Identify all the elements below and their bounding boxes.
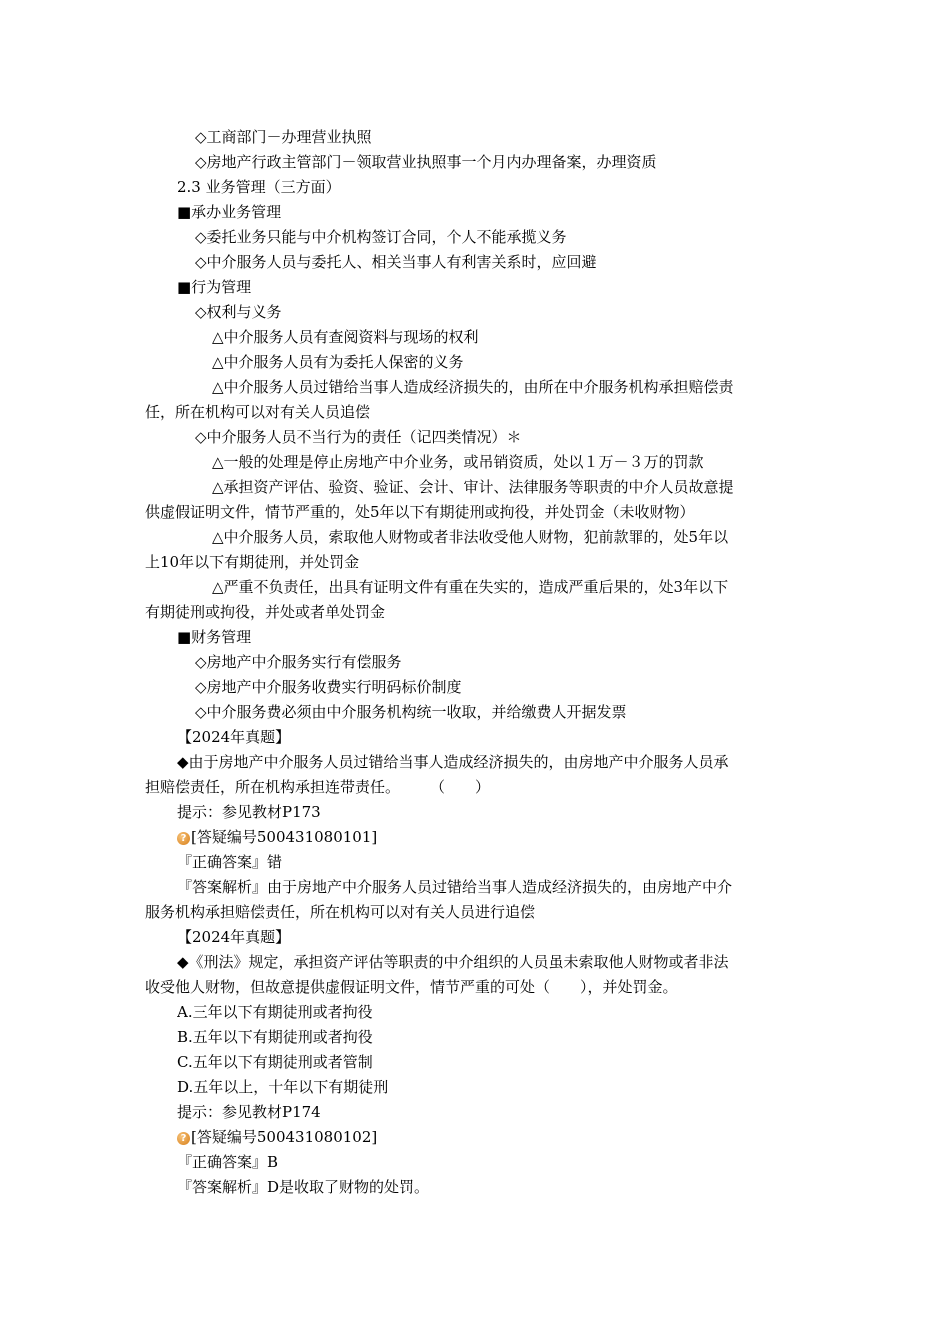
text-line: △中介服务人员有为委托人保密的义务 — [212, 353, 464, 371]
option-b: B.五年以下有期徒刑或者拘役 — [177, 1028, 373, 1046]
text-line: 上10年以下有期徒刑，并处罚金 — [145, 553, 360, 571]
text-line: △严重不负责任，出具有证明文件有重在失实的，造成严重后果的，处3年以下 — [212, 578, 729, 596]
hint-text: 提示：参见教材P173 — [177, 803, 321, 821]
text-line: △中介服务人员，索取他人财物或者非法收受他人财物，犯前款罪的，处5年以 — [212, 528, 729, 546]
text-line: ◇中介服务人员与委托人、相关当事人有利害关系时，应回避 — [195, 253, 597, 271]
text-line: △中介服务人员过错给当事人造成经济损失的，由所在中介服务机构承担赔偿责 — [212, 378, 734, 396]
question-text: ◆《刑法》规定，承担资产评估等职责的中介组织的人员虽未索取他人财物或者非法 — [177, 953, 729, 971]
question-text: 担赔偿责任，所在机构承担连带责任。 （ ） — [145, 778, 491, 796]
question-icon[interactable]: ? — [177, 1132, 190, 1145]
answer-analysis: 服务机构承担赔偿责任，所在机构可以对有关人员进行追偿 — [145, 903, 536, 921]
option-c: C.五年以下有期徒刑或者管制 — [177, 1053, 373, 1071]
answer-analysis: 『答案解析』D是收取了财物的处罚。 — [177, 1178, 430, 1196]
option-d: D.五年以上，十年以下有期徒刑 — [177, 1078, 389, 1096]
text-line: △中介服务人员有查阅资料与现场的权利 — [212, 328, 479, 346]
text-line: ◇房地产行政主管部门－领取营业执照事一个月内办理备案，办理资质 — [195, 153, 657, 171]
question-icon[interactable]: ? — [177, 832, 190, 845]
text-line: 供虚假证明文件，情节严重的，处5年以下有期徒刑或拘役，并处罚金（未收财物） — [145, 503, 695, 521]
answer-id-label: [答疑编号500431080102] — [191, 1128, 378, 1146]
text-line: ◇委托业务只能与中介机构签订合同，个人不能承揽义务 — [195, 228, 567, 246]
answer-id[interactable] — [177, 1125, 800, 1150]
answer-analysis: 『答案解析』由于房地产中介服务人员过错给当事人造成经济损失的，由房地产中介 — [177, 878, 733, 896]
section-heading: 2.3 业务管理（三方面） — [177, 178, 341, 196]
option-a: A.三年以下有期徒刑或者拘役 — [177, 1003, 373, 1021]
subsection-heading: ■行为管理 — [177, 278, 252, 296]
question-text: 收受他人财物，但故意提供虚假证明文件，情节严重的可处（ ），并处罚金。 — [145, 978, 678, 996]
text-line: ◇权利与义务 — [195, 303, 282, 321]
text-line: ◇中介服务费必须由中介服务机构统一收取，并给缴费人开据发票 — [195, 703, 627, 721]
subsection-heading: ■承办业务管理 — [177, 203, 282, 221]
text-line: 有期徒刑或拘役，并处或者单处罚金 — [145, 603, 386, 621]
subsection-heading: ■财务管理 — [177, 628, 252, 646]
text-line: ◇房地产中介服务实行有偿服务 — [195, 653, 402, 671]
text-line: ◇工商部门－办理营业执照 — [195, 128, 372, 146]
text-line: △一般的处理是停止房地产中介业务，或吊销资质，处以１万－３万的罚款 — [212, 453, 704, 471]
text-line: △承担资产评估、验资、验证、会计、审计、法律服务等职责的中介人员故意提 — [212, 478, 734, 496]
text-line: ◇中介服务人员不当行为的责任（记四类情况）＊ — [195, 428, 522, 446]
question-text: ◆由于房地产中介服务人员过错给当事人造成经济损失的，由房地产中介服务人员承 — [177, 753, 729, 771]
hint-text: 提示：参见教材P174 — [177, 1103, 321, 1121]
correct-answer: 『正确答案』B — [177, 1153, 279, 1171]
text-line: 任，所在机构可以对有关人员追偿 — [145, 403, 371, 421]
exam-heading: 【2024年真题】 — [177, 928, 291, 946]
answer-id-label: [答疑编号500431080101] — [191, 828, 378, 846]
correct-answer: 『正确答案』错 — [177, 853, 283, 871]
exam-heading: 【2024年真题】 — [177, 728, 291, 746]
answer-id[interactable] — [177, 825, 800, 850]
text-line: ◇房地产中介服务收费实行明码标价制度 — [195, 678, 462, 696]
